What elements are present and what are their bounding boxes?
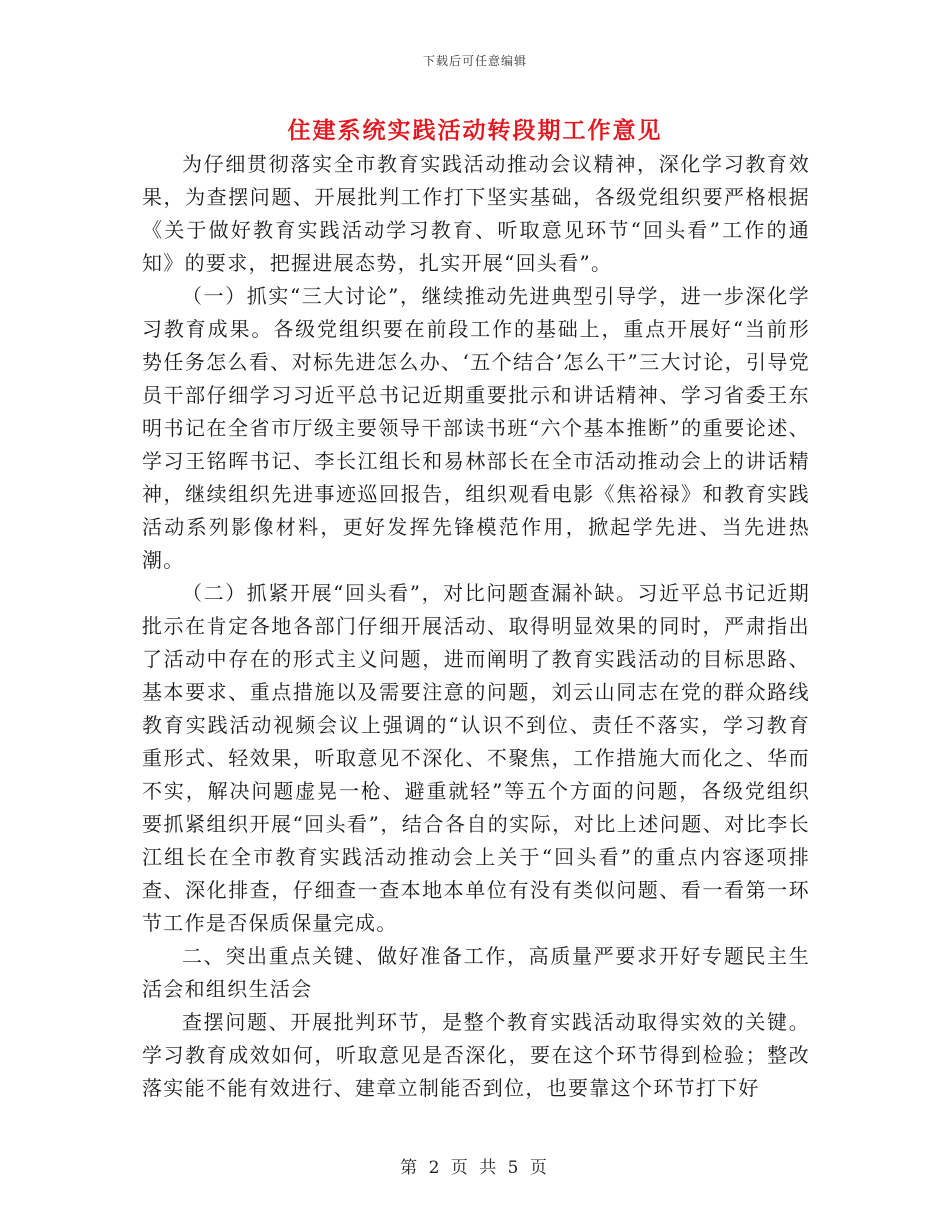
paragraph-section-1: （一）抓实“三大讨论”，继续推动先进典型引导学，进一步深化学习教育成果。各级党组织要在前段工作的基础上，重点开展好“当前形势任务怎么看、对标先进怎么办、‘五个结合’怎么干”三大讨论，引导党员干部仔细学习习近平总书记近期重要批示和讲话精神、学习省委王东明书记在全省市厅级主要领导干部读书班“六个基本推断”的重要论述、学习王铭晖书记、李长江组长和易林部长在全市活动推动会上的讲话精神，继续组织先进事迹巡回报告，组织观看电影《焦裕禄》和教育实践活动系列影像材料，更好发挥先锋模范作用，掀起学先进、当先进热潮。 bbox=[142, 284, 810, 572]
header-note: 下载后可任意编辑 bbox=[422, 54, 527, 68]
paragraph-key-stage: 查摆问题、开展批判环节，是整个教育实践活动取得实效的关键。学习教育成效如何，听取意见是否深化，要在这个环节得到检验；整改落实能不能有效进行、建章立制能否到位，也要靠这个环节打下好 bbox=[142, 1010, 810, 1100]
document-title: 住建系统实践活动转段期工作意见 bbox=[287, 117, 663, 144]
page-number-footer: 第 2 页 共 5 页 bbox=[400, 1158, 550, 1178]
document-body bbox=[142, 148, 810, 1105]
paragraph-intro: 为仔细贯彻落实全市教育实践活动推动会议精神，深化学习教育效果，为查摆问题、开展批判工作打下坚实基础，各级党组织要严格根据《关于做好教育实践活动学习教育、听取意见环节“回头看”工作的通知》的要求，把握进展态势，扎实开展“回头看”。 bbox=[142, 152, 810, 275]
paragraph-heading-2: 二、突出重点关键、做好准备工作，高质量严要求开好专题民主生活会和组织生活会 bbox=[142, 944, 810, 1001]
paragraph-section-2: （二）抓紧开展“回头看”，对比问题查漏补缺。习近平总书记近期批示在肯定各地各部门仔细开展活动、取得明显效果的同时，严肃指出了活动中存在的形式主义问题，进而阐明了教育实践活动的目标思路、基本要求、重点措施以及需要注意的问题，刘云山同志在党的群众路线教育实践活动视频会议上强调的“认识不到位、责任不落实，学习教育重形式、轻效果，听取意见不深化、不聚焦，工作措施大而化之、华而不实，解决问题虚晃一枪、避重就轻”等五个方面的问题，各级党组织要抓紧组织开展“回头看”，结合各自的实际，对比上述问题、对比李长江组长在全市教育实践活动推动会上关于“回头看”的重点内容逐项排查、深化排查，仔细查一查本地本单位有没有类似问题、看一看第一环节工作是否保质保量完成。 bbox=[142, 581, 810, 935]
